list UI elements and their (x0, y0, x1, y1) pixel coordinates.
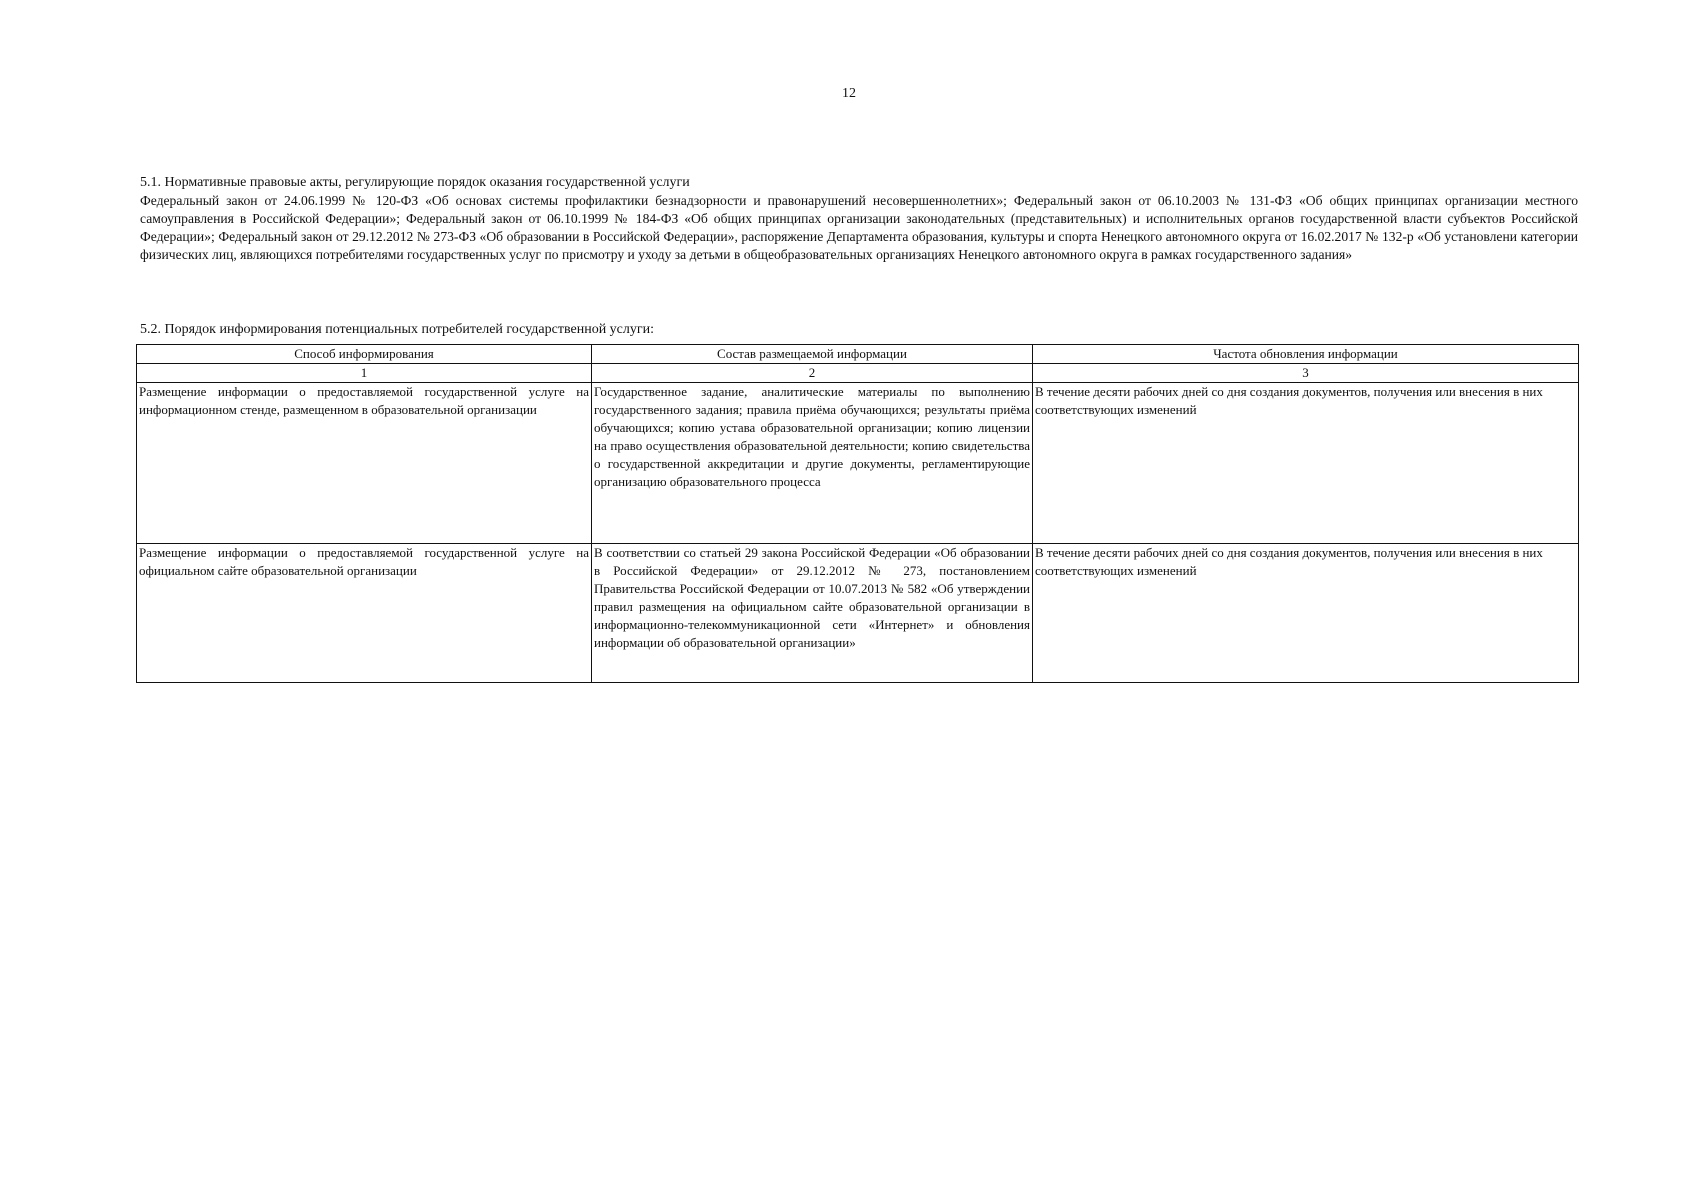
cell-method: Размещение информации о предоставляемой государственной услуге на информационном стенде, размещенном в образовательной организации (137, 383, 592, 544)
cell-content: В соответствии со статьей 29 закона Российской Федерации «Об образовании в Российской Федерации» от 29.12.2012 № 273, постановлением Правительства Российской Федерации от 10.07.2013 № 582 «Об утверждении правил размещения на официальном сайте образовательной организации в информационно-телекоммуникационной сети «Интернет» и обновления информации об образовательной организации» (592, 544, 1033, 683)
column-number-2: 2 (592, 364, 1033, 383)
cell-method: Размещение информации о предоставляемой государственной услуге на официальном сайте образовательной организации (137, 544, 592, 683)
cell-frequency: В течение десяти рабочих дней со дня создания документов, получения или внесения в них соответствующих изменений (1033, 544, 1579, 683)
column-header-method: Способ информирования (137, 345, 592, 364)
column-number-1: 1 (137, 364, 592, 383)
section-5-1-heading: 5.1. Нормативные правовые акты, регулирующие порядок оказания государственной услуги (140, 175, 690, 190)
column-header-content: Состав размещаемой информации (592, 345, 1033, 364)
page-number: 12 (842, 86, 856, 101)
column-header-frequency: Частота обновления информации (1033, 345, 1579, 364)
section-5-2-heading: 5.2. Порядок информирования потенциальных потребителей государственной услуги: (140, 322, 655, 337)
informing-table (136, 344, 1579, 683)
section-5-1 (140, 174, 1578, 264)
table-row (137, 544, 1579, 683)
section-5-1-text: Федеральный закон от 24.06.1999 № 120-ФЗ «Об основах системы профилактики безнадзорности и правонарушений несовершеннолетних»; Федеральный закон от 06.10.2003 № 131-ФЗ «Об общих принципах организации местного самоуправления в Российской Федерации»; Федеральный закон от 06.10.1999 № 184-ФЗ «Об общих принципах организации законодательных (представительных) и исполнительных органов государственной власти субъектов Российской Федерации»; Федеральный закон от 29.12.2012 № 273-ФЗ «Об образовании в Российской Федерации», распоряжение Департамента образования, культуры и спорта Ненецкого автономного округа от 16.02.2017 № 132-р «Об установлени категории физических лиц, являющихся потребителями государственных услуг по присмотру и уходу за детьми в общеобразовательных организациях Ненецкого автономного округа в рамках государственного задания» (140, 193, 1578, 262)
table-number-row (137, 364, 1579, 383)
cell-frequency: В течение десяти рабочих дней со дня создания документов, получения или внесения в них соответствующих изменений (1033, 383, 1579, 544)
column-number-3: 3 (1033, 364, 1579, 383)
cell-content: Государственное задание, аналитические материалы по выполнению государственного задания; правила приёма обучающихся; результаты приёма обучающихся; копию устава образовательной организации; копию лицензии на право осуществления образовательной деятельности; копию свидетельства о государственной аккредитации и другие документы, регламентирующие организацию образовательного процесса (592, 383, 1033, 544)
table-header-row (137, 345, 1579, 364)
table-row (137, 383, 1579, 544)
